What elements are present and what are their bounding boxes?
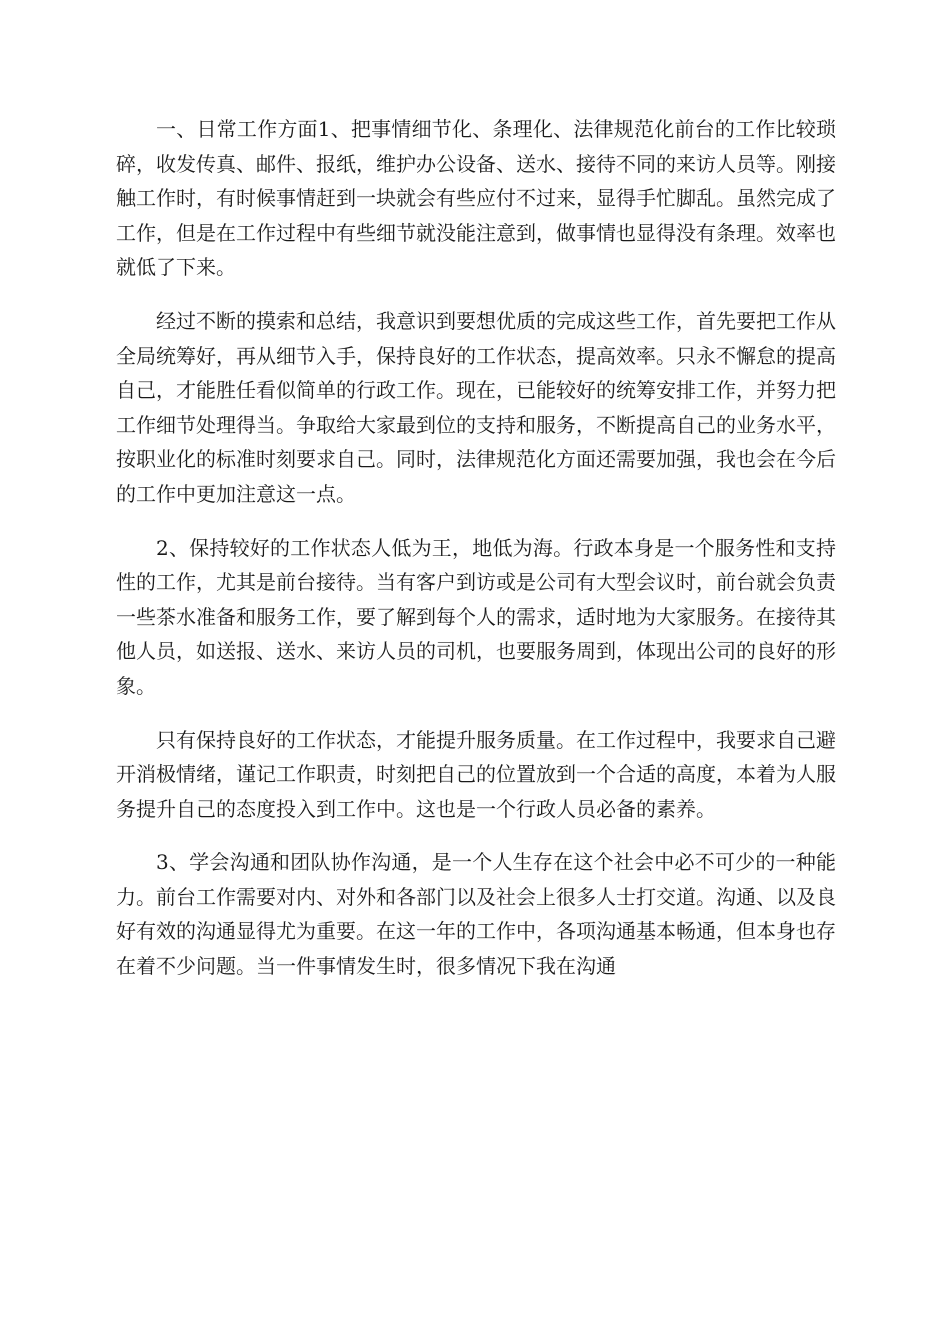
document-body	[116, 112, 836, 1003]
paragraph-daily-work: 一、日常工作方面1、把事情细节化、条理化、法律规范化前台的工作比较琐碎，收发传真、邮件、报纸，维护办公设备、送水、接待不同的来访人员等。刚接触工作时，有时候事情赶到一块就会有些应付不过来，显得手忙脚乱。虽然完成了工作，但是在工作过程中有些细节就没能注意到，做事情也显得没有条理。效率也就低了下来。	[116, 117, 836, 280]
paragraph-service-quality: 只有保持良好的工作状态，才能提升服务质量。在工作过程中，我要求自己避开消极情绪，谨记工作职责，时刻把自己的位置放到一个合适的高度，本着为人服务提升自己的态度投入到工作中。这也是一个行政人员必备的素养。	[116, 727, 836, 821]
paragraph-communication: 3、学会沟通和团队协作沟通，是一个人生存在这个社会中必不可少的一种能力。前台工作需要对内、对外和各部门以及社会上很多人士打交道。沟通、以及良好有效的沟通显得尤为重要。在这一年的工作中，各项沟通基本畅通，但本身也存在着不少问题。当一件事情发生时，很多情况下我在沟通	[116, 850, 836, 979]
paragraph-work-state: 2、保持较好的工作状态人低为王，地低为海。行政本身是一个服务性和支持性的工作，尤其是前台接待。当有客户到访或是公司有大型会议时，前台就会负责一些茶水准备和服务工作，要了解到每个人的需求，适时地为大家服务。在接待其他人员，如送报、送水、来访人员的司机，也要服务周到，体现出公司的良好的形象。	[116, 535, 836, 698]
paragraph-summary: 经过不断的摸索和总结，我意识到要想优质的完成这些工作，首先要把工作从全局统筹好，再从细节入手，保持良好的工作状态，提高效率。只永不懈怠的提高自己，才能胜任看似简单的行政工作。现在，已能较好的统筹安排工作，并努力把工作细节处理得当。争取给大家最到位的支持和服务，不断提高自己的业务水平，按职业化的标准时刻要求自己。同时，法律规范化方面还需要加强，我也会在今后的工作中更加注意这一点。	[116, 308, 836, 506]
